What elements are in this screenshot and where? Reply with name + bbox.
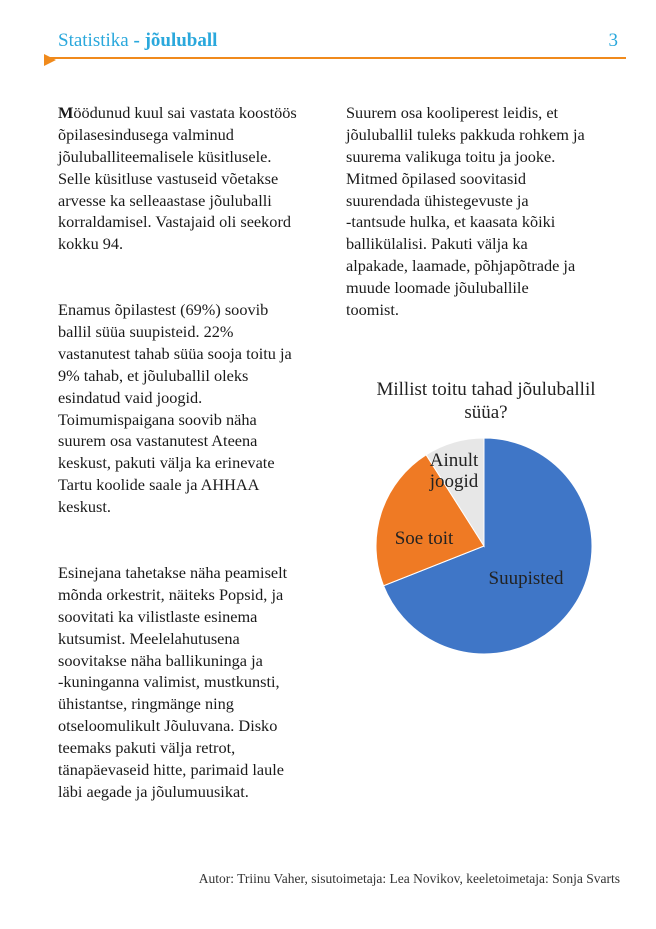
article-right-column [346,80,626,365]
paragraph-food: Enamus õpilastest (69%) soovib ballil süüa suupisteid. 22% vastanutest tahab süüa sooja toitu ja 9% tahab, et jõuluballil oleks esindatud vaid joogid. Toimumispaigana soovib näha suurem osa vastanutest Ateena keskust, pakuti välja ka erinevate Tartu koolide saale ja AHHAA keskust. [58,300,292,517]
pie-label-ainult-joogid: Ainult joogid [429,450,479,492]
pie-svg [346,378,626,658]
header-rule-arrow [44,54,56,66]
paragraph-suggestions: Suurem osa kooliperest leidis, et jõuluballil tuleks pakkuda rohkem ja suurema valikuga toitu ja jooke. Mitmed õpilased soovitasid suurendada ühistegevuste ja -tantsude hulka, et kaasata kõiki ballikülalisi. Pakuti välja ka alpakade, laamade, põhjapõtrade ja muude loomade jõuluballile toomist. [346,102,585,320]
drop-cap: M [58,102,74,122]
paragraph-intro [58,102,343,255]
pie-label-suupisted: Suupisted [488,568,564,589]
paragraph-performers: Esinejana tahetakse näha peamiselt mõnda orkestrit, näiteks Popsid, ja soovitati ka vilistlaste esinema kutsumist. Meelelahutusena soovitakse näha ballikuninga ja -kuninganna valimist, mustkunsti, ühistantse, ringmänge ning otseloomulikult Jõuluvana. Disko teemaks pakuti välja retrot, tänapäevaseid hitte, parimaid laule läbi aegade ja jõulumuusikat. [58,562,288,801]
section-title [58,30,217,52]
page-number: 3 [608,30,618,51]
section-name: Statistika [58,30,129,51]
section-topic: jõuluball [144,30,218,51]
paragraph-intro-text: öödunud kuul sai vastata koostöös õpilasesindusega valminud jõuluballiteemalisele küsitlusele. Selle küsitluse vastuseid võetakse arvesse ka selleaastase jõuluballi korraldamisel. Vastajaid oli seekord kokku 94. [58,102,297,254]
header-rule [44,57,626,59]
credits-footer: Autor: Triinu Vaher, sisutoimetaja: Lea Novikov, keeletoimetaja: Sonja Svarts [198,871,620,886]
article-left-column [58,80,343,847]
page-header [58,30,618,54]
pie-label-soe-toit: Soe toit [394,528,454,549]
section-separator: - [128,30,145,51]
chart-title: Millist toitu tahad jõuluballil süüa? [376,379,596,423]
food-preference-pie-chart [346,378,626,658]
